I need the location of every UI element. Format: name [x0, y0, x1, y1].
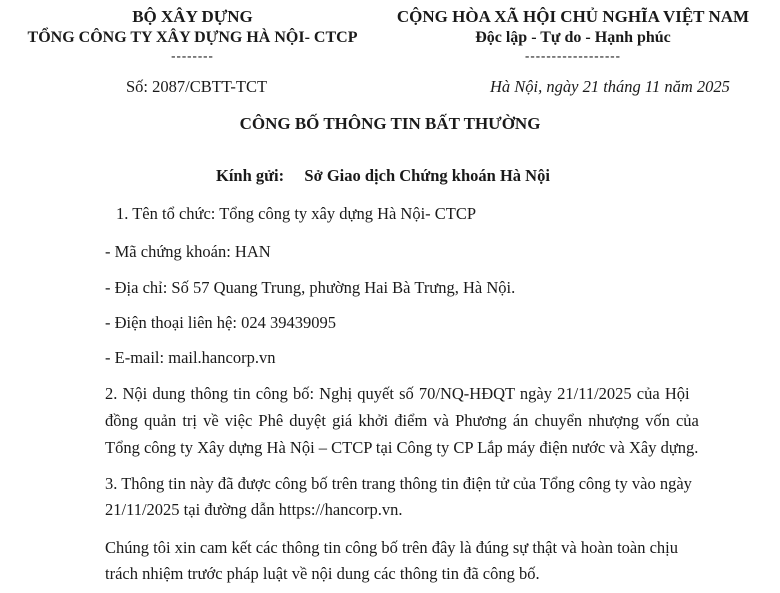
organization-line: 1. Tên tổ chức: Tổng công ty xây dựng Hà Nội- CTCP — [116, 204, 477, 223]
nation-name: CỘNG HÒA XÃ HỘI CHỦ NGHĨA VIỆT NAM — [396, 7, 750, 26]
recipient-label: Kính gửi: — [216, 166, 285, 185]
document-title: CÔNG BỐ THÔNG TIN BẤT THƯỜNG — [239, 114, 541, 133]
content-line-3: Tổng công ty Xây dựng Hà Nội – CTCP tại Công ty CP Lắp máy điện nước và Xây dựng. — [105, 438, 699, 457]
content-line-2: đồng quản trị về việc Phê duyệt giá khởi điểm và Phương án chuyển nhượng vốn của — [105, 411, 699, 430]
left-rule: -------- — [171, 48, 214, 63]
address-line: - Địa chỉ: Số 57 Quang Trung, phường Hai Bà Trưng, Hà Nội. — [105, 278, 516, 297]
document-number: Số: 2087/CBTT-TCT — [126, 77, 268, 96]
place-date: Hà Nội, ngày 21 tháng 11 năm 2025 — [490, 77, 730, 96]
right-rule: ------------------ — [525, 48, 621, 63]
commitment-line-1: Chúng tôi xin cam kết các thông tin công bố trên đây là đúng sự thật và hoàn toàn chịu — [105, 538, 679, 557]
email-line: - E-mail: mail.hancorp.vn — [105, 348, 276, 367]
publish-line-1: 3. Thông tin này đã được công bố trên trang thông tin điện tử của Tổng công ty vào ngày — [105, 474, 692, 493]
recipient-name: Sở Giao dịch Chứng khoán Hà Nội — [304, 166, 550, 185]
commitment-line-2: trách nhiệm trước pháp luật về nội dung các thông tin đã công bố. — [105, 564, 540, 583]
company-name: TỔNG CÔNG TY XÂY DỰNG HÀ NỘI- CTCP — [27, 29, 358, 46]
publish-line-2: 21/11/2025 tại đường dẫn https://hancorp.vn. — [105, 500, 403, 519]
content-line-1: 2. Nội dung thông tin công bố: Nghị quyết số 70/NQ-HĐQT ngày 21/11/2025 của Hội — [105, 384, 690, 403]
national-motto: Độc lập - Tự do - Hạnh phúc — [475, 29, 671, 46]
recipient — [216, 166, 550, 186]
stock-code-line: - Mã chứng khoán: HAN — [105, 242, 271, 261]
ministry-name: BỘ XÂY DỰNG — [132, 7, 253, 26]
phone-line: - Điện thoại liên hệ: 024 39439095 — [105, 313, 336, 332]
